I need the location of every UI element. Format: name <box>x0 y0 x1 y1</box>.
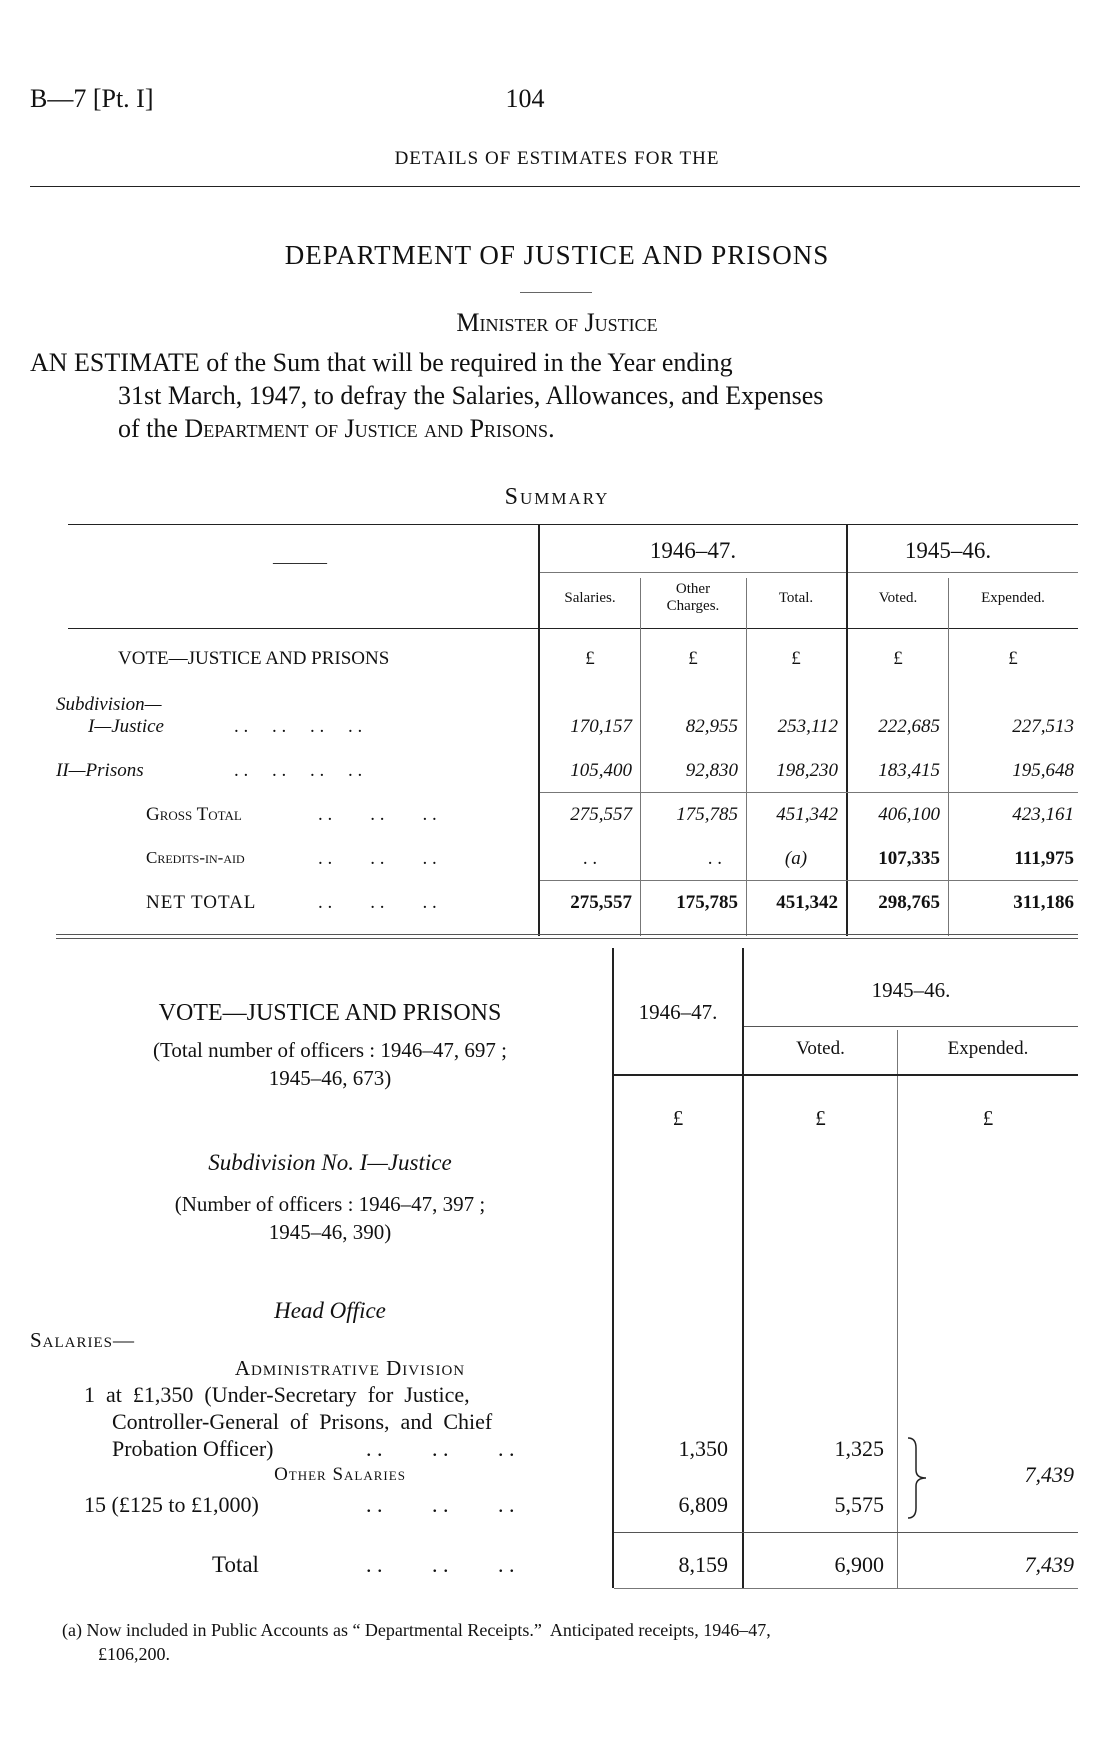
detail-other-line: 15 (£125 to £1,000) <box>84 1492 259 1517</box>
minister-title: Minister of Justice <box>456 308 658 337</box>
detail-total-current: 8,159 <box>678 1552 728 1577</box>
detail-col-current: 1946–47. <box>638 1000 718 1024</box>
detail-sub-officers-line-2: 1945–46, 390) <box>268 1220 392 1244</box>
summary-bottom-rule-1 <box>56 934 1078 935</box>
detail-currency-1: £ <box>672 1106 684 1130</box>
col-total: Total. <box>778 590 814 606</box>
running-title: DETAILS OF ESTIMATES FOR THE <box>394 148 720 169</box>
summary-cell: 170,157 <box>570 716 632 737</box>
summary-header-rule <box>68 628 1078 629</box>
detail-other-salaries: Other Salaries <box>274 1464 406 1485</box>
detail-year-rule <box>744 1026 1078 1027</box>
footnote-line-1: (a) Now included in Public Accounts as “ Departmental Receipts.” Anticipated receipts, 1946–47, <box>62 1620 771 1640</box>
page-number: 104 <box>505 84 545 113</box>
summary-cell: . . <box>707 848 722 869</box>
col-other-line-1: Other <box>675 581 711 597</box>
summary-row-label: Gross Total <box>146 804 242 825</box>
summary-cell: 195,648 <box>1012 760 1074 781</box>
detail-total-expended: 7,439 <box>1024 1552 1074 1577</box>
summary-cell: 275,557 <box>570 804 632 825</box>
detail-currency-3: £ <box>982 1106 994 1130</box>
detail-col-expended: Expended. <box>947 1038 1029 1059</box>
title-dash <box>520 292 592 293</box>
summary-cell: 406,100 <box>878 804 940 825</box>
col-other-charges <box>640 581 746 615</box>
detail-salaries-label: Salaries— <box>30 1328 136 1352</box>
summary-cell: 111,975 <box>1014 848 1074 869</box>
detail-admin-division: Administrative Division <box>234 1356 466 1380</box>
brace-icon <box>904 1436 934 1520</box>
detail-sub-officers-line-1: (Number of officers : 1946–47, 397 ; <box>174 1192 486 1216</box>
detail-total-voted: 6,900 <box>834 1552 884 1577</box>
col-other-line-2: Charges. <box>666 598 720 614</box>
summary-vrule-2 <box>640 578 641 936</box>
summary-cell: 92,830 <box>685 760 738 781</box>
summary-row-label: NET TOTAL <box>146 892 257 913</box>
summary-cell: 175,785 <box>676 892 738 913</box>
leader-dots: . . . . . . . . <box>234 716 363 737</box>
estimate-line-1: AN ESTIMATE of the Sum that will be required in the Year ending <box>30 348 733 377</box>
summary-cell: 275,557 <box>570 892 632 913</box>
net-total-rule <box>540 880 1078 881</box>
summary-cell: 198,230 <box>776 760 838 781</box>
summary-vote-label: VOTE—JUSTICE AND PRISONS <box>118 648 390 669</box>
leader-dots: . . . . . . <box>318 804 437 825</box>
detail-other-voted: 5,575 <box>834 1492 884 1517</box>
detail-header-rule <box>614 1074 1078 1076</box>
detail-total-rule <box>614 1532 1078 1533</box>
summary-cell: 107,335 <box>878 848 940 869</box>
summary-dash: ——— <box>273 552 327 572</box>
summary-row-label: I—Justice <box>88 716 164 737</box>
summary-heading: Summary <box>504 484 610 510</box>
summary-year-previous: 1945–46. <box>904 538 992 563</box>
summary-year-current: 1946–47. <box>649 538 737 563</box>
summary-cell: 222,685 <box>878 716 940 737</box>
detail-admin-current: 1,350 <box>678 1436 728 1461</box>
summary-top-rule <box>68 524 1078 525</box>
detail-brace-expended: 7,439 <box>1024 1462 1074 1487</box>
summary-bottom-rule-2 <box>56 938 1078 939</box>
estimate-department: Department of Justice and Prisons. <box>184 414 555 443</box>
leader-dots: . . . . . . <box>318 892 437 913</box>
page-reference: B—7 [Pt. I] <box>30 84 154 113</box>
summary-currency-3: £ <box>791 648 801 669</box>
summary-cell: 451,342 <box>776 892 838 913</box>
detail-subdivision-title: Subdivision No. I—Justice <box>208 1150 452 1175</box>
estimate-line-2: 31st March, 1947, to defray the Salaries, Allowances, and Expenses <box>118 381 824 410</box>
subtotal-rule <box>540 792 1078 793</box>
header-rule <box>30 186 1080 187</box>
detail-admin-line-2: Controller-General of Prisons, and Chief <box>112 1409 493 1434</box>
summary-vrule-5 <box>948 578 949 936</box>
leader-dots: . . . . . . <box>366 1436 515 1461</box>
summary-cell: 105,400 <box>570 760 632 781</box>
summary-cell: 227,513 <box>1012 716 1074 737</box>
summary-cell: 183,415 <box>878 760 940 781</box>
detail-col-voted: Voted. <box>796 1038 845 1059</box>
summary-cell: 82,955 <box>685 716 738 737</box>
summary-currency-4: £ <box>893 648 903 669</box>
summary-cell: 298,765 <box>878 892 940 913</box>
summary-currency-1: £ <box>585 648 595 669</box>
summary-cell: 423,161 <box>1012 804 1074 825</box>
estimate-line-3-prefix: of the <box>118 414 185 443</box>
detail-other-current: 6,809 <box>678 1492 728 1517</box>
detail-officers-line-1: (Total number of officers : 1946–47, 697 ; <box>153 1038 507 1062</box>
leader-dots: . . . . . . <box>366 1492 515 1517</box>
detail-vote-title: VOTE—JUSTICE AND PRISONS <box>158 1000 502 1026</box>
leader-dots: . . . . . . . . <box>234 760 363 781</box>
summary-currency-2: £ <box>688 648 698 669</box>
summary-cell: . . <box>582 848 598 869</box>
detail-col-previous: 1945–46. <box>871 978 951 1002</box>
detail-currency-2: £ <box>815 1106 826 1130</box>
summary-cell: 175,785 <box>676 804 738 825</box>
summary-currency-5: £ <box>1008 648 1018 669</box>
detail-total-label: Total <box>212 1552 259 1577</box>
summary-cell: 451,342 <box>776 804 838 825</box>
col-expended: Expended. <box>981 590 1045 606</box>
summary-row-label: II—Prisons <box>56 760 144 781</box>
summary-row-label: Credits-in-aid <box>146 848 245 867</box>
col-salaries: Salaries. <box>564 590 616 606</box>
col-voted: Voted. <box>878 590 918 606</box>
summary-cell: 311,186 <box>1013 892 1074 913</box>
summary-vrule-3 <box>746 578 747 936</box>
footnote-line-2: £106,200. <box>98 1644 170 1664</box>
summary-year-rule-previous <box>848 572 1078 573</box>
summary-year-rule-current <box>540 572 846 573</box>
leader-dots: . . . . . . <box>366 1552 515 1577</box>
detail-bottom-rule <box>614 1588 1078 1589</box>
estimate-line-3 <box>118 414 555 444</box>
summary-subdivision-label: Subdivision— <box>56 694 162 715</box>
department-title: DEPARTMENT OF JUSTICE AND PRISONS <box>284 240 830 270</box>
detail-head-office: Head Office <box>274 1298 386 1323</box>
summary-cell: 253,112 <box>777 716 838 737</box>
detail-admin-line-1: 1 at £1,350 (Under-Secretary for Justice, <box>84 1382 470 1407</box>
detail-admin-line-3: Probation Officer) <box>112 1436 274 1461</box>
detail-officers-line-2: 1945–46, 673) <box>268 1066 392 1090</box>
summary-cell: (a) <box>784 848 808 869</box>
detail-admin-voted: 1,325 <box>834 1436 884 1461</box>
leader-dots: . . . . . . <box>318 848 437 869</box>
